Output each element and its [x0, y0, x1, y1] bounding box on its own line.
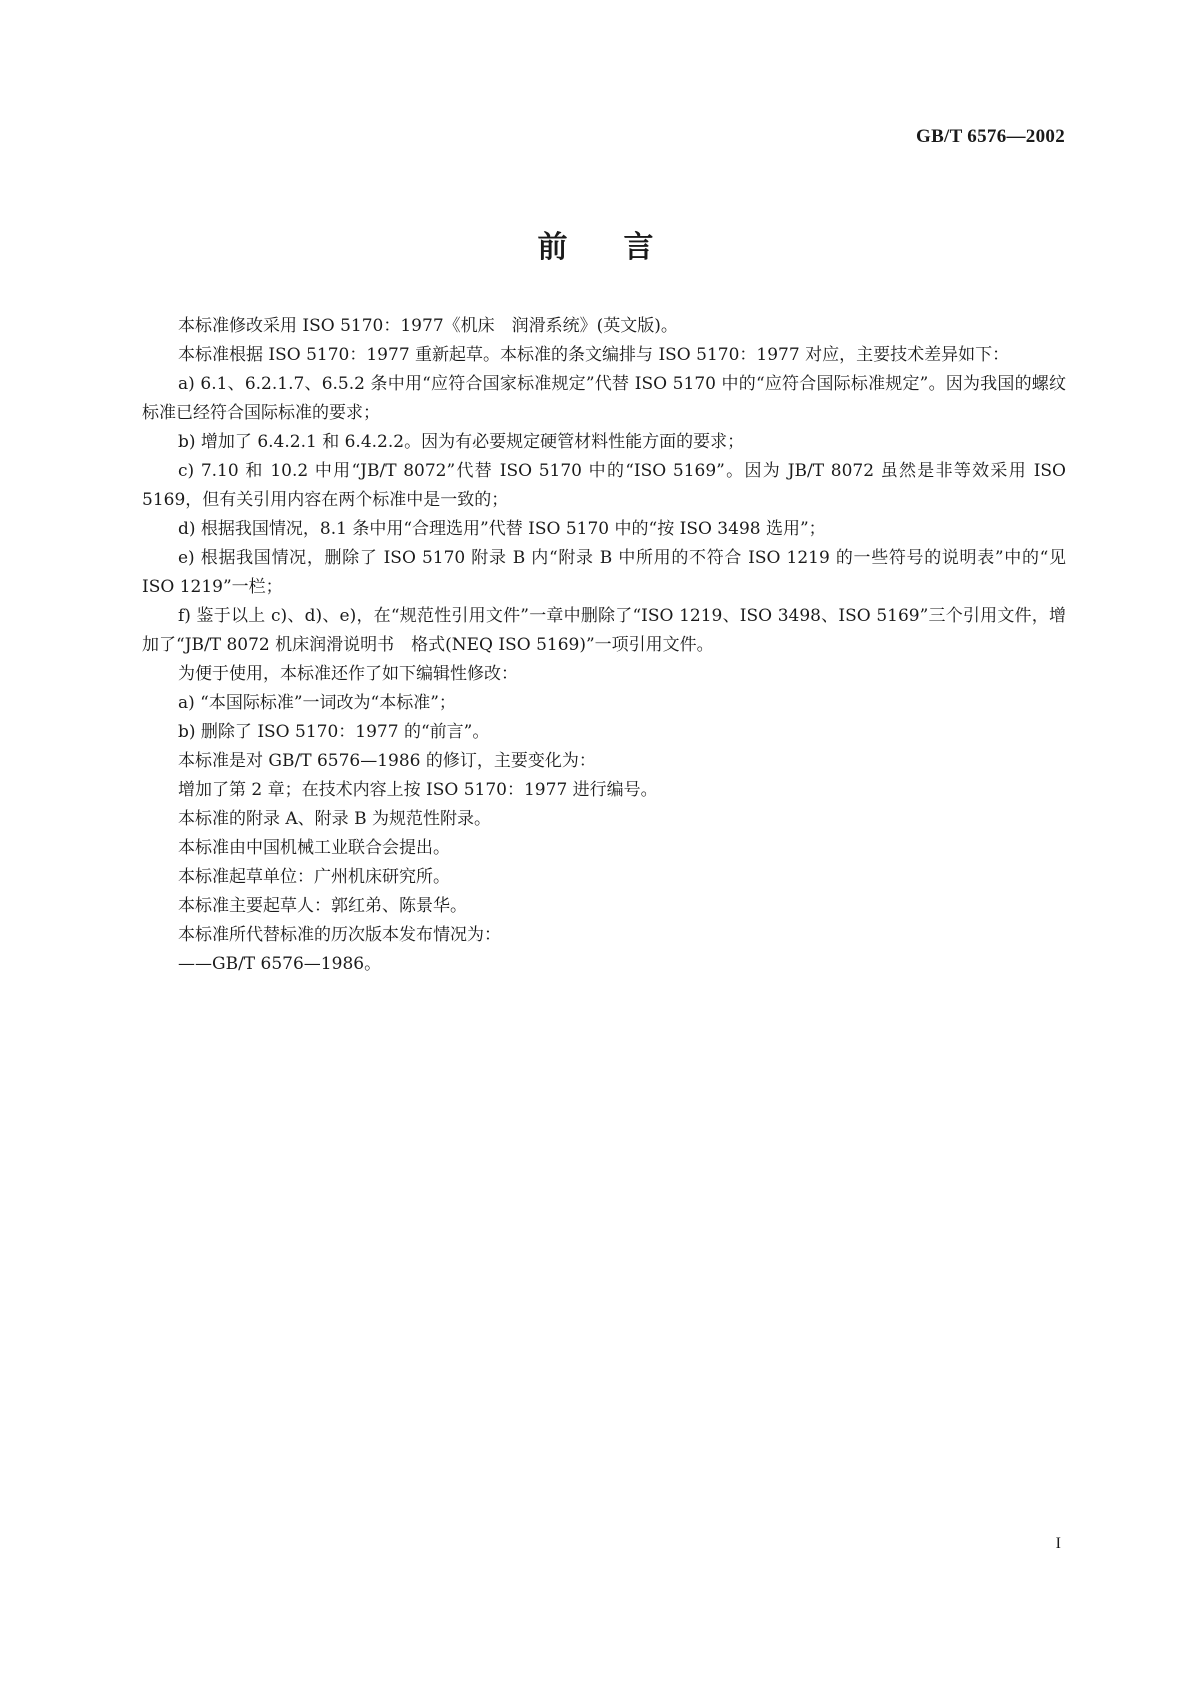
- paragraph: 本标准的附录 A、附录 B 为规范性附录。: [178, 809, 491, 829]
- paragraph: 本标准根据 ISO 5170：1977 重新起草。本标准的条文编排与 ISO 5170：1977 对应，主要技术差异如下：: [178, 345, 1010, 365]
- page-number: I: [1055, 1535, 1061, 1552]
- paragraph: ——GB/T 6576—1986。: [178, 954, 382, 974]
- paragraph: 本标准所代替标准的历次版本发布情况为：: [178, 925, 501, 945]
- paragraph: 为便于使用，本标准还作了如下编辑性修改：: [178, 664, 518, 684]
- paragraph: a) “本国际标准”一词改为“本标准”；: [178, 693, 456, 713]
- foreword-body: [142, 312, 1066, 979]
- paragraph: 增加了第 2 章；在技术内容上按 ISO 5170：1977 进行编号。: [178, 780, 658, 800]
- paragraph: d) 根据我国情况，8.1 条中用“合理选用”代替 ISO 5170 中的“按 ISO 3498 选用”；: [178, 519, 826, 539]
- paragraph: 本标准主要起草人：郭红弟、陈景华。: [178, 896, 467, 916]
- paragraph: f) 鉴于以上 c)、d)、e)，在“规范性引用文件”一章中删除了“ISO 1219、ISO 3498、ISO 5169”三个引用文件，增加了“JB/T 8072 机床润滑说明书 格式(NEQ ISO 5169)”一项引用文件。: [142, 606, 1066, 655]
- paragraph: 本标准是对 GB/T 6576—1986 的修订，主要变化为：: [178, 751, 596, 771]
- paragraph: b) 增加了 6.4.2.1 和 6.4.2.2。因为有必要规定硬管材料性能方面的要求；: [178, 432, 745, 452]
- paragraph: 本标准修改采用 ISO 5170：1977《机床 润滑系统》(英文版)。: [178, 316, 678, 336]
- paragraph: a) 6.1、6.2.1.7、6.5.2 条中用“应符合国家标准规定”代替 ISO 5170 中的“应符合国际标准规定”。因为我国的螺纹标准已经符合国际标准的要求；: [142, 374, 1066, 423]
- paragraph: b) 删除了 ISO 5170：1977 的“前言”。: [178, 722, 490, 742]
- paragraph: 本标准由中国机械工业联合会提出。: [178, 838, 450, 858]
- paragraph: c) 7.10 和 10.2 中用“JB/T 8072”代替 ISO 5170 中的“ISO 5169”。因为 JB/T 8072 虽然是非等效采用 ISO 5169，但有关引用内容在两个标准中是一致的；: [142, 461, 1066, 510]
- paragraph: e) 根据我国情况，删除了 ISO 5170 附录 B 内“附录 B 中所用的不符合 ISO 1219 的一些符号的说明表”中的“见 ISO 1219”一栏；: [142, 548, 1066, 597]
- paragraph: 本标准起草单位：广州机床研究所。: [178, 867, 450, 887]
- standard-code: GB/T 6576—2002: [915, 126, 1065, 147]
- page-title: 前言: [537, 230, 710, 265]
